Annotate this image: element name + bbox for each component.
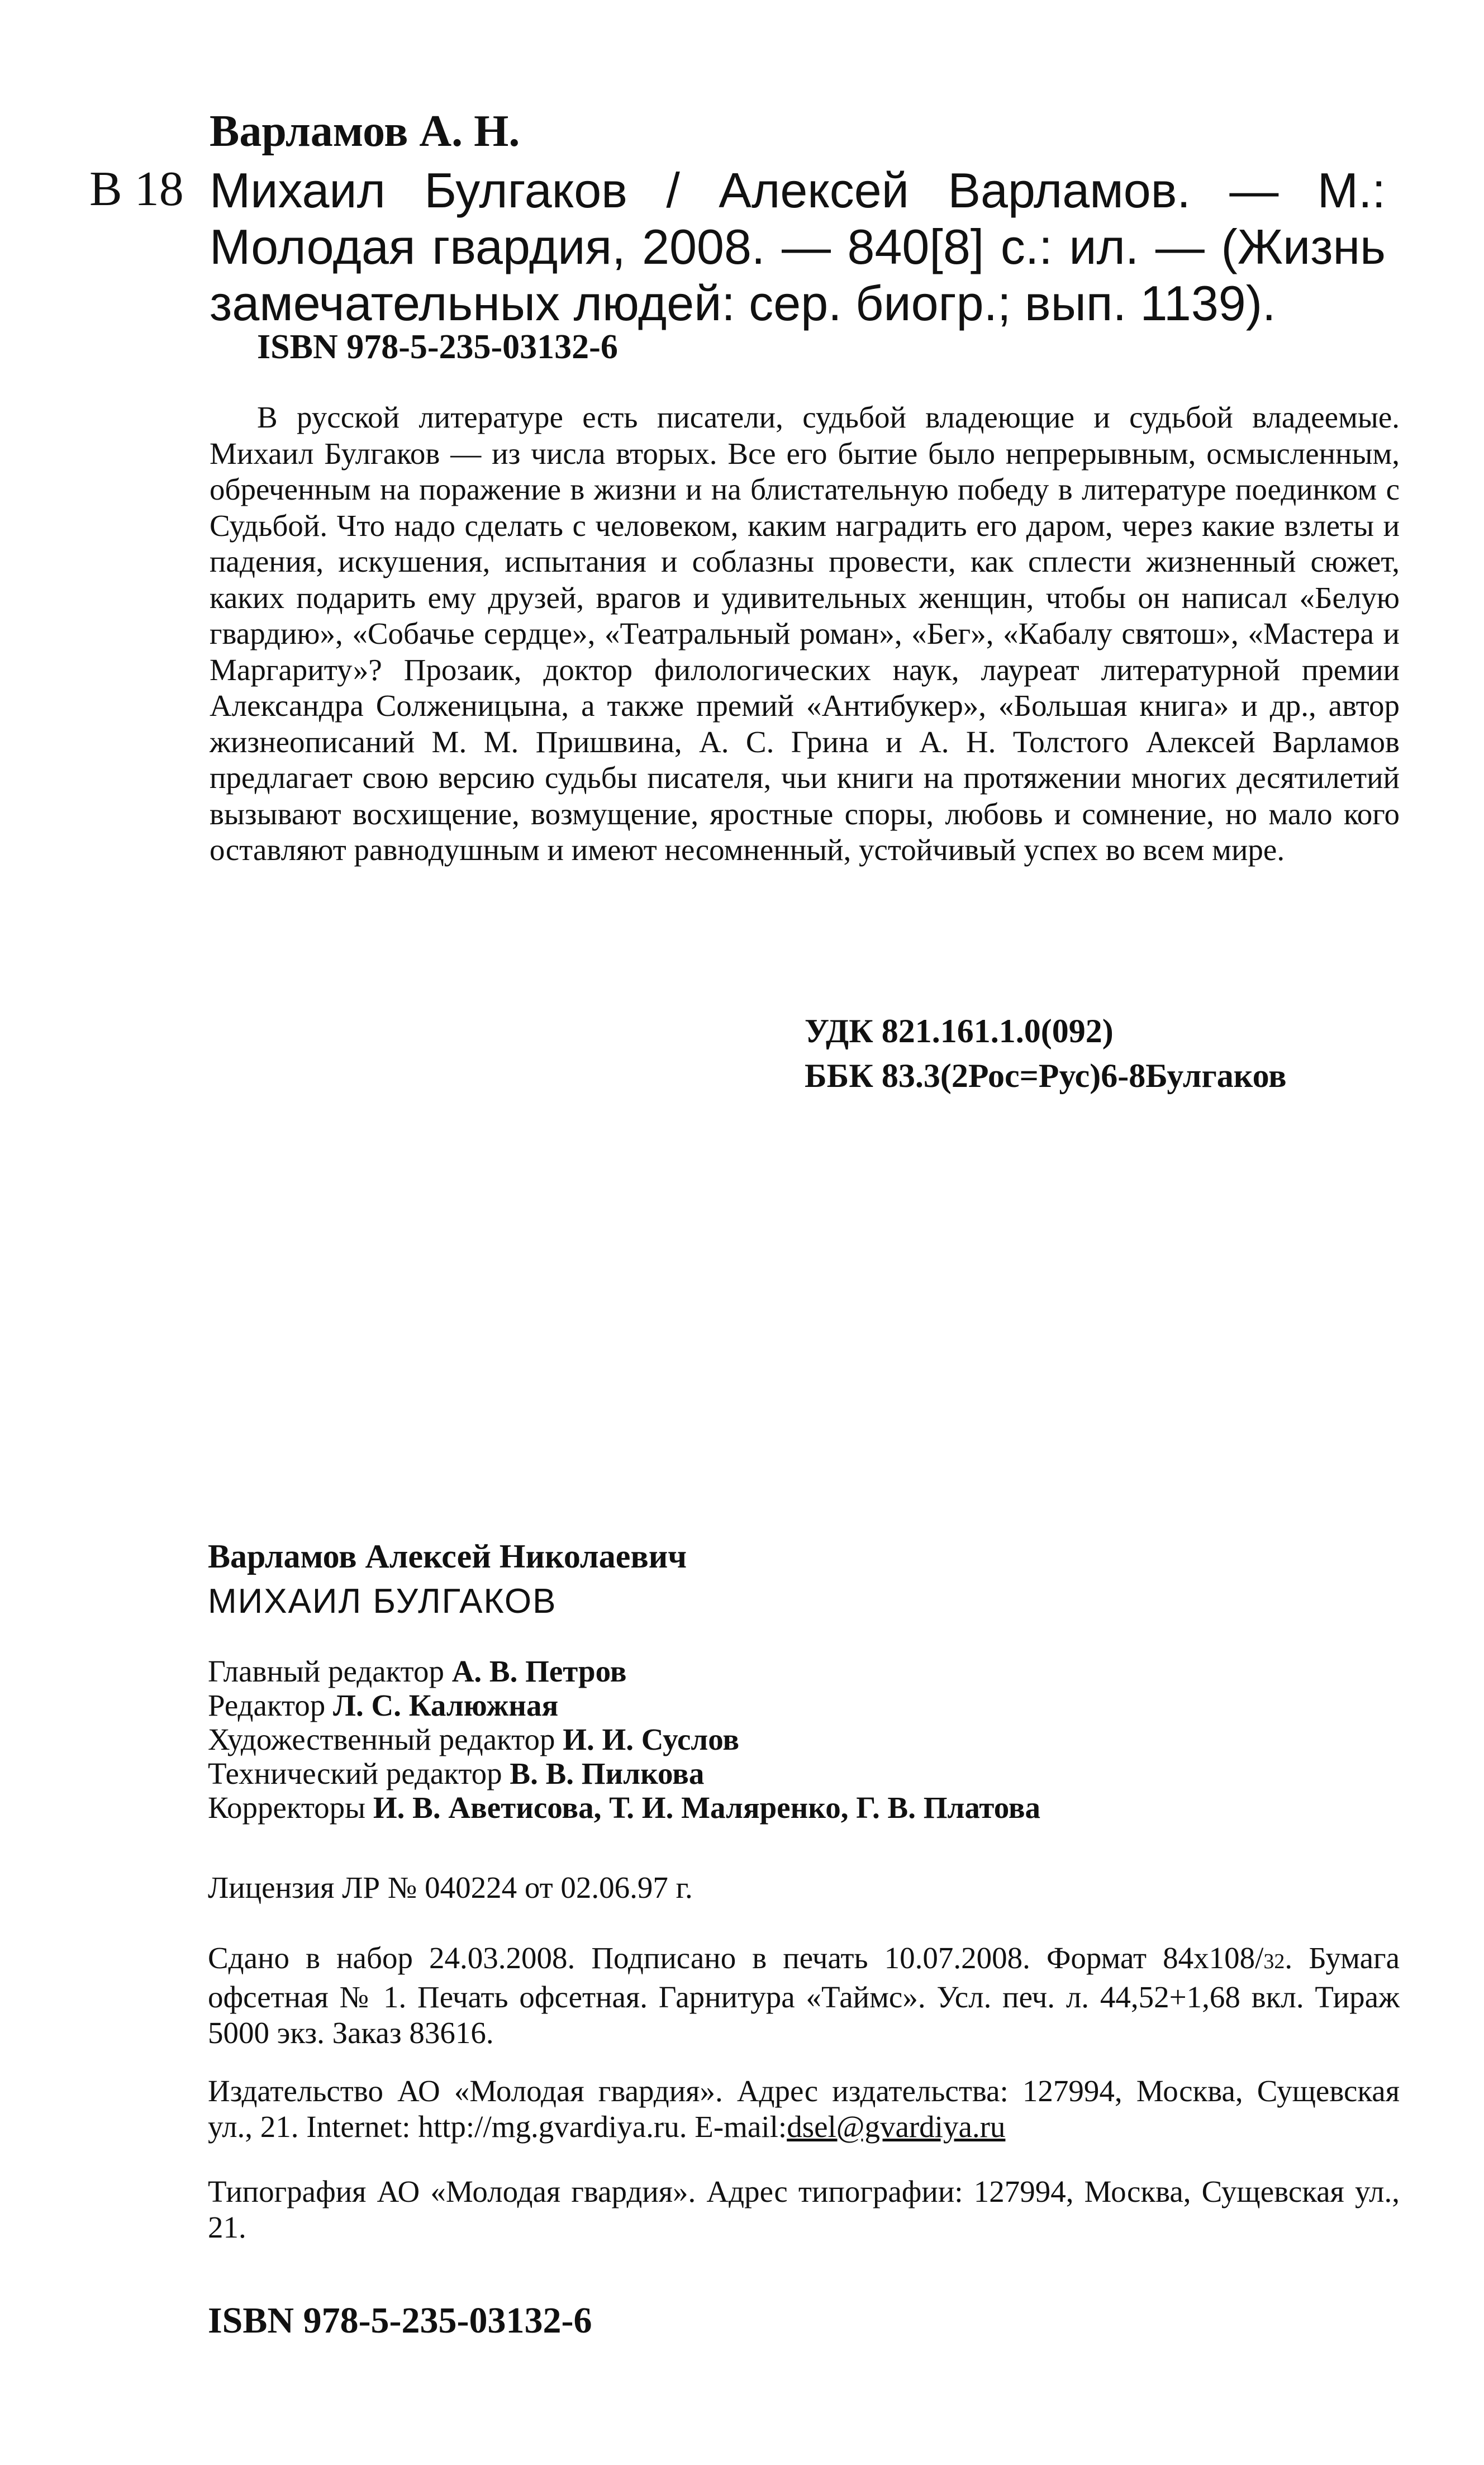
typography-info: Типография АО «Молодая гвардия». Адрес типографии: 127994, Москва, Сущевская ул., 21. [208,2174,1400,2244]
staff-name: В. В. Пилкова [510,1756,705,1790]
staff-row-chief-editor [208,1654,1040,1688]
bbk-code: ББК 83.3(2Рос=Рус)6-8Булгаков [805,1057,1287,1094]
staff-name: Л. С. Калюжная [333,1688,559,1722]
print-info-part-b: . Бумага офсетная № 1. Печать офсетная. Гарнитура «Таймс». Усл. печ. л. 44,52+1,68 вкл. Тираж 5000 экз. Заказ 83616. [208,1941,1400,2050]
staff-role: Корректоры [208,1790,366,1825]
card-author: Варламов А. Н. [210,107,520,156]
publisher-text: Издательство АО «Молодая гвардия». Адрес издательства: 127994, Москва, Сущевская ул., 21. Internet: http://mg.gvardiya.ru. E-mail: [208,2074,1400,2144]
publisher-info [208,2073,1400,2145]
staff-role: Главный редактор [208,1654,444,1688]
staff-name: И. В. Аветисова, Т. И. Маляренко, Г. В. Платова [373,1790,1041,1825]
print-info [208,1940,1400,2051]
staff-row-proofreaders [208,1790,1040,1825]
publisher-email-link[interactable]: dsel@gvardiya.ru [787,2110,1006,2144]
license-line: Лицензия ЛР № 040224 от 02.06.97 г. [208,1870,693,1904]
staff-role: Редактор [208,1688,326,1722]
staff-role: Технический редактор [208,1756,502,1790]
card-bibliographic-description: Михаил Булгаков / Алексей Варламов. — М.: Молодая гвардия, 2008. — 840[8] с.: ил. — (Жизнь замечательных людей: сер. биогр.; вып. 1139). [210,163,1386,331]
book-annotation: В русской литературе есть писатели, судьбой владеющие и судьбой владеемые. Михаил Булгаков — из числа вторых. Все его бытие было непрерывным, осмысленным, обреченным на поражение в жизни и на блистательную победу в литературе поединком с Судьбой. Что надо сделать с человеком, каким наградить его даром, через какие взлеты и падения, искушения, испытания и соблазны провести, как сплести жизненный сюжет, каких подарить ему друзей, врагов и удивительных женщин, чтобы он написал «Белую гвардию», «Собачье сердце», «Театральный роман», «Бег», «Кабалу святош», «Мастера и Маргариту»? Прозаик, доктор филологических наук, лауреат литературной премии Александра Солженицына, а также премий «Антибукер», «Большая книга» и др., автор жизнеописаний М. М. Пришвина, А. С. Грина и А. Н. Толстого Алексей Варламов предлагает свою версию судьбы писателя, чьи книги на протяжении многих десятилетий вызывают восхищение, возмущение, яростные споры, любовь и сомнение, но мало кого оставляют равнодушным и имеют несомненный, устойчивый успех во всем мире. [210,400,1400,867]
imprint-author-full-name: Варламов Алексей Николаевич [208,1538,687,1575]
staff-role: Художественный редактор [208,1722,555,1756]
staff-name: А. В. Петров [451,1654,627,1688]
staff-row-art-editor [208,1722,1040,1756]
staff-row-editor [208,1688,1040,1722]
staff-row-tech-editor [208,1756,1040,1790]
format-fraction: 32 [1263,1950,1285,1973]
staff-name: И. И. Суслов [563,1722,740,1756]
print-info-part-a: Сдано в набор 24.03.2008. Подписано в печать 10.07.2008. Формат 84x108/ [208,1941,1264,1975]
editorial-staff-list [208,1654,1040,1825]
udk-code: УДК 821.161.1.0(092) [805,1013,1114,1049]
imprint-isbn: ISBN 978-5-235-03132-6 [208,2300,592,2341]
card-isbn: ISBN 978-5-235-03132-6 [257,328,618,366]
card-classification-code: В 18 [89,162,184,216]
imprint-book-title: МИХАИЛ БУЛГАКОВ [208,1582,557,1621]
